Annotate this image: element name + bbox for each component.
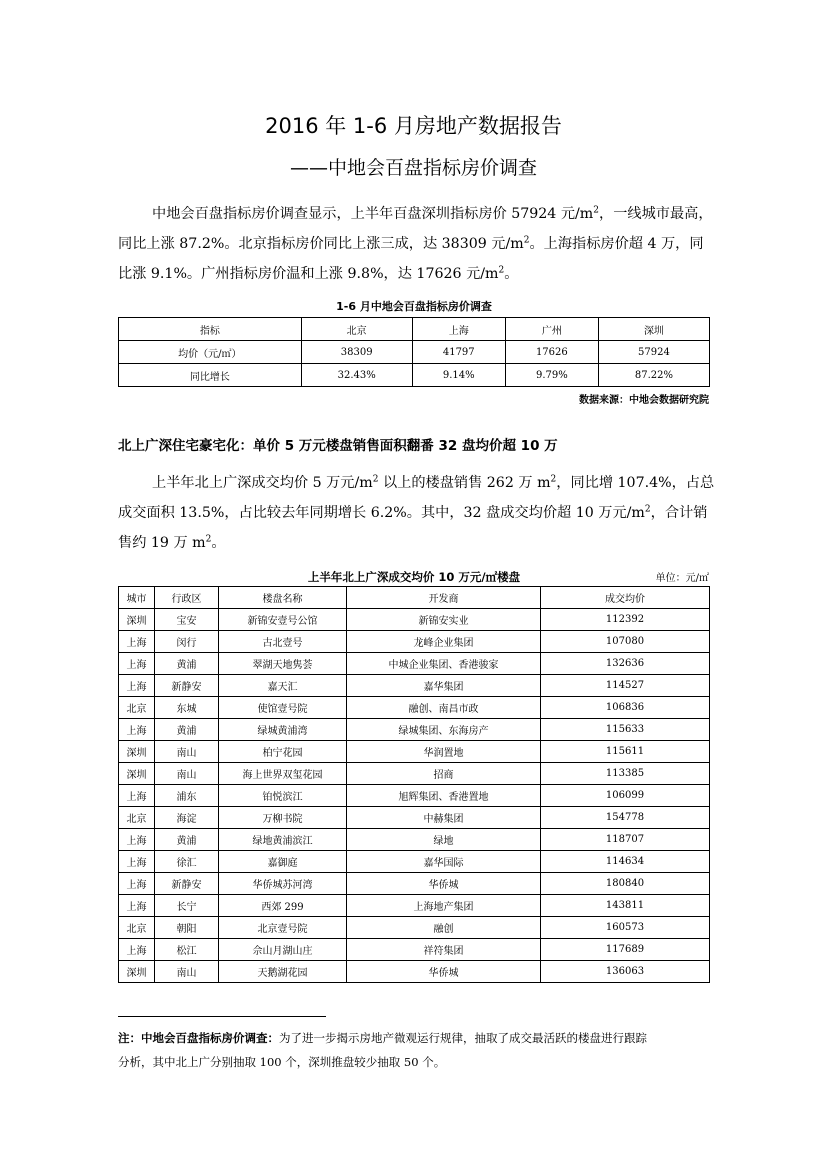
table-cell: 天鹅湖花园 bbox=[219, 961, 347, 983]
table-cell: 嘉华集团 bbox=[347, 675, 541, 697]
section-line-2: 成交面积 13.5%，占比较去年同期增长 6.2%。其中，32 盘成交均价超 10 万元$/m^2$，合计销 bbox=[118, 504, 708, 521]
table-cell: 41797 bbox=[412, 341, 505, 364]
table-cell: 中城企业集团、香港骏家 bbox=[347, 653, 541, 675]
table-cell: 嘉御庭 bbox=[219, 851, 347, 873]
table-cell: 114634 bbox=[541, 851, 710, 873]
table-cell: 160573 bbox=[541, 917, 710, 939]
table-cell: 上海 bbox=[119, 631, 155, 653]
table-cell: 北京 bbox=[119, 697, 155, 719]
table-cell: 57924 bbox=[598, 341, 709, 364]
table-cell: 上海 bbox=[119, 653, 155, 675]
table-cell: 闵行 bbox=[155, 631, 219, 653]
table-cell: 西郊 299 bbox=[219, 895, 347, 917]
table-row bbox=[119, 364, 710, 387]
table-cell: 浦东 bbox=[155, 785, 219, 807]
table-cell: 招商 bbox=[347, 763, 541, 785]
table-cell: 上海地产集团 bbox=[347, 895, 541, 917]
table-cell: 嘉华国际 bbox=[347, 851, 541, 873]
section-heading: 北上广深住宅豪宅化：单价 5 万元楼盘销售面积翻番 32 盘均价超 10 万 bbox=[118, 438, 558, 454]
table-cell: 32.43% bbox=[301, 364, 412, 387]
table-cell: 132636 bbox=[541, 653, 710, 675]
table-cell: 华侨城 bbox=[347, 961, 541, 983]
table-cell: 铂悦滨江 bbox=[219, 785, 347, 807]
table-cell: 新静安 bbox=[155, 675, 219, 697]
table-header-cell: 成交均价 bbox=[541, 587, 710, 609]
table-cell: 均价（元/㎡） bbox=[119, 341, 302, 364]
table-row bbox=[119, 341, 710, 364]
table-cell: 深圳 bbox=[119, 741, 155, 763]
table-cell: 118707 bbox=[541, 829, 710, 851]
table-cell: 上海 bbox=[119, 895, 155, 917]
table-header-cell: 上海 bbox=[412, 318, 505, 341]
table-cell: 中赫集团 bbox=[347, 807, 541, 829]
table-cell: 南山 bbox=[155, 961, 219, 983]
table-header-row bbox=[119, 318, 710, 341]
table-header-cell: 楼盘名称 bbox=[219, 587, 347, 609]
table-cell: 107080 bbox=[541, 631, 710, 653]
table-cell: 深圳 bbox=[119, 609, 155, 631]
table-cell: 9.14% bbox=[412, 364, 505, 387]
table-cell: 黄浦 bbox=[155, 829, 219, 851]
table-cell: 融创、南昌市政 bbox=[347, 697, 541, 719]
table-cell: 南山 bbox=[155, 741, 219, 763]
footnote bbox=[118, 1026, 710, 1074]
footnote-line-1: 注：中地会百盘指标房价调查：为了进一步揭示房地产微观运行规律，抽取了成交最活跃的楼盘进行跟踪 bbox=[118, 1031, 647, 1045]
table-cell: 113385 bbox=[541, 763, 710, 785]
table-cell: 绿城集团、东海房产 bbox=[347, 719, 541, 741]
table-cell: 松江 bbox=[155, 939, 219, 961]
table-cell: 海上世界双玺花园 bbox=[219, 763, 347, 785]
table-cell: 融创 bbox=[347, 917, 541, 939]
table-cell: 新静安 bbox=[155, 873, 219, 895]
table-cell: 柏宁花园 bbox=[219, 741, 347, 763]
table-cell: 华润置地 bbox=[347, 741, 541, 763]
footnote-divider bbox=[118, 1016, 326, 1017]
table-cell: 9.79% bbox=[505, 364, 598, 387]
section-line-1: 上半年北上广深成交均价 5 万元$/m^2$ 以上的楼盘销售 262 万 $m^2$，同比增 107.4%，占总 bbox=[152, 474, 715, 491]
table-cell: 新锦安实业 bbox=[347, 609, 541, 631]
table-cell: 北京 bbox=[119, 917, 155, 939]
table-cell: 长宁 bbox=[155, 895, 219, 917]
table-cell: 万柳书院 bbox=[219, 807, 347, 829]
table-row bbox=[119, 917, 710, 939]
table-cell: 上海 bbox=[119, 675, 155, 697]
price-index-table bbox=[118, 317, 710, 387]
table-cell: 38309 bbox=[301, 341, 412, 364]
table-cell: 徐汇 bbox=[155, 851, 219, 873]
table-row bbox=[119, 763, 710, 785]
table-cell: 黄浦 bbox=[155, 653, 219, 675]
table-cell: 宝安 bbox=[155, 609, 219, 631]
table1-caption: 1-6 月中地会百盘指标房价调查 bbox=[336, 300, 492, 313]
table-cell: 136063 bbox=[541, 961, 710, 983]
table-row bbox=[119, 807, 710, 829]
table-cell: 使馆壹号院 bbox=[219, 697, 347, 719]
table2-caption: 上半年北上广深成交均价 10 万元/㎡楼盘 bbox=[307, 570, 521, 584]
footnote-line-2: 分析，其中北上广分别抽取 100 个，深圳推盘较少抽取 50 个。 bbox=[118, 1055, 446, 1069]
table-row bbox=[119, 895, 710, 917]
table-row bbox=[119, 939, 710, 961]
table2-unit: 单位：元/㎡ bbox=[655, 573, 709, 584]
table-row bbox=[119, 675, 710, 697]
table-row bbox=[119, 851, 710, 873]
table-cell: 深圳 bbox=[119, 961, 155, 983]
table-cell: 17626 bbox=[505, 341, 598, 364]
table-cell: 华侨城苏河湾 bbox=[219, 873, 347, 895]
report-subtitle: ——中地会百盘指标房价调查 bbox=[289, 157, 537, 179]
intro-paragraph bbox=[118, 199, 713, 289]
footnote-label: 注：中地会百盘指标房价调查： bbox=[118, 1031, 279, 1045]
table-header-cell: 城市 bbox=[119, 587, 155, 609]
table-row bbox=[119, 873, 710, 895]
table-cell: 嘉天汇 bbox=[219, 675, 347, 697]
table-cell: 绿地 bbox=[347, 829, 541, 851]
intro-line-3: 比涨 9.1%。广州指标房价温和上涨 9.8%，达 17626 元$/m^2$。 bbox=[118, 265, 519, 282]
table-cell: 上海 bbox=[119, 829, 155, 851]
table-cell: 华侨城 bbox=[347, 873, 541, 895]
table-cell: 154778 bbox=[541, 807, 710, 829]
table-cell: 上海 bbox=[119, 939, 155, 961]
table-cell: 106099 bbox=[541, 785, 710, 807]
table-row bbox=[119, 719, 710, 741]
table-row bbox=[119, 829, 710, 851]
table-cell: 绿城黄浦湾 bbox=[219, 719, 347, 741]
table-header-row bbox=[119, 587, 710, 609]
table-row bbox=[119, 631, 710, 653]
table-cell: 海淀 bbox=[155, 807, 219, 829]
table-cell: 115633 bbox=[541, 719, 710, 741]
table-header-cell: 深圳 bbox=[598, 318, 709, 341]
table-header-cell: 开发商 bbox=[347, 587, 541, 609]
table-cell: 上海 bbox=[119, 719, 155, 741]
table-cell: 龙峰企业集团 bbox=[347, 631, 541, 653]
table-cell: 143811 bbox=[541, 895, 710, 917]
table-row bbox=[119, 785, 710, 807]
table-cell: 翠湖天地隽荟 bbox=[219, 653, 347, 675]
table-row bbox=[119, 697, 710, 719]
table-cell: 北京 bbox=[119, 807, 155, 829]
table-cell: 106836 bbox=[541, 697, 710, 719]
table-cell: 北京壹号院 bbox=[219, 917, 347, 939]
table-cell: 东城 bbox=[155, 697, 219, 719]
table-cell: 新锦安壹号公馆 bbox=[219, 609, 347, 631]
table-cell: 朝阳 bbox=[155, 917, 219, 939]
luxury-projects-table bbox=[118, 586, 710, 983]
table-row bbox=[119, 609, 710, 631]
table-row bbox=[119, 961, 710, 983]
table-cell: 旭辉集团、香港置地 bbox=[347, 785, 541, 807]
intro-line-2: 同比上涨 87.2%。北京指标房价同比上涨三成，达 38309 元$/m^2$。上海指标房价超 4 万，同 bbox=[118, 235, 704, 252]
table-cell: 114527 bbox=[541, 675, 710, 697]
table-cell: 115611 bbox=[541, 741, 710, 763]
table-cell: 上海 bbox=[119, 785, 155, 807]
table-cell: 87.22% bbox=[598, 364, 709, 387]
table-cell: 180840 bbox=[541, 873, 710, 895]
table-cell: 黄浦 bbox=[155, 719, 219, 741]
table-cell: 佘山月湖山庄 bbox=[219, 939, 347, 961]
table-cell: 同比增长 bbox=[119, 364, 302, 387]
table-cell: 祥符集团 bbox=[347, 939, 541, 961]
table-cell: 117689 bbox=[541, 939, 710, 961]
table-row bbox=[119, 653, 710, 675]
table-cell: 深圳 bbox=[119, 763, 155, 785]
table-header-cell: 指标 bbox=[119, 318, 302, 341]
table-header-cell: 行政区 bbox=[155, 587, 219, 609]
intro-line-1: 中地会百盘指标房价调查显示，上半年百盘深圳指标房价 57924 元$/m^2$，一线城市最高， bbox=[152, 205, 713, 222]
section-paragraph bbox=[118, 468, 715, 558]
table-cell: 绿地黄浦滨江 bbox=[219, 829, 347, 851]
report-title: 2016 年 1-6 月房地产数据报告 bbox=[265, 114, 562, 138]
table-cell: 上海 bbox=[119, 873, 155, 895]
section-line-3: 售约 19 万 $m^2$。 bbox=[118, 534, 226, 551]
table-header-cell: 北京 bbox=[301, 318, 412, 341]
data-source: 数据来源：中地会数据研究院 bbox=[579, 395, 709, 406]
table-cell: 古北壹号 bbox=[219, 631, 347, 653]
table-cell: 112392 bbox=[541, 609, 710, 631]
table-cell: 南山 bbox=[155, 763, 219, 785]
table-row bbox=[119, 741, 710, 763]
table-header-cell: 广州 bbox=[505, 318, 598, 341]
table-cell: 上海 bbox=[119, 851, 155, 873]
